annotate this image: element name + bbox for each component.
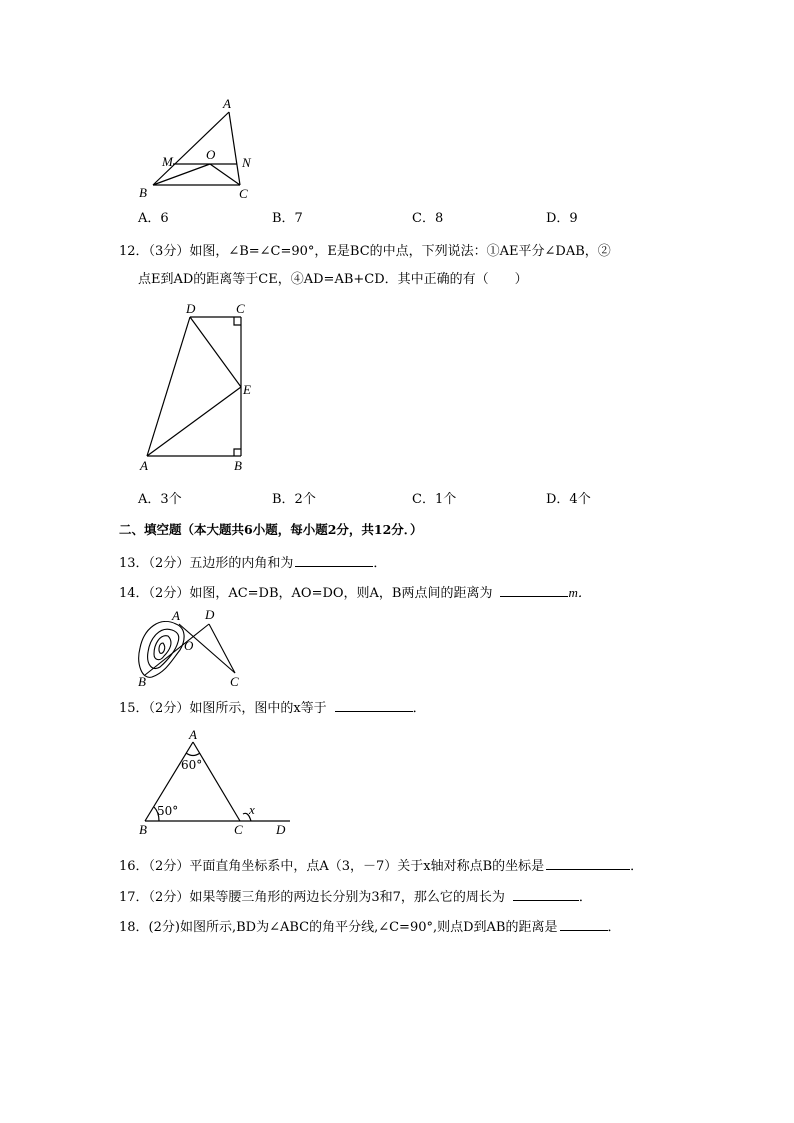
- fig12-label-C: C: [236, 301, 245, 316]
- fig11-label-A: A: [223, 96, 231, 111]
- q14-unit: m．: [568, 585, 591, 600]
- fig12-label-B: B: [234, 458, 242, 473]
- q17-stem: 17．（2分）如果等腰三角形的两边长分别为3和7，那么它的周长为: [119, 890, 505, 905]
- fig15-angle-50: 50°: [157, 804, 179, 818]
- fig15-angle-60: 60°: [181, 758, 203, 772]
- q11-option-b[interactable]: B．7: [272, 211, 303, 226]
- fig14-label-C: C: [230, 674, 239, 689]
- fig15-angle-arc-A: [186, 753, 200, 756]
- fig14-label-O: O: [184, 638, 194, 653]
- fig12-label-A: A: [140, 458, 148, 473]
- q12-option-c[interactable]: C．1个: [412, 492, 457, 507]
- section-heading-fill-in: 二、填空题（本大题共6小题，每小题2分，共12分．）: [119, 522, 423, 537]
- q17-period: ．: [578, 890, 592, 905]
- q17-answer-blank[interactable]: [513, 888, 579, 901]
- fig15-side-AC: [193, 742, 240, 821]
- q16-stem: 16．（2分）平面直角坐标系中，点A（3，－7）关于x轴对称点B的坐标是: [119, 859, 545, 874]
- fig11-label-B: B: [139, 185, 147, 200]
- q12-option-d[interactable]: D．4个: [546, 492, 591, 507]
- fig15-label-x: x: [249, 802, 255, 817]
- fig15-label-B: B: [139, 822, 147, 837]
- q11-option-d[interactable]: D．9: [546, 211, 578, 226]
- q12-stem-line2: 点E到AD的距离等于CE，④AD=AB+CD．其中正确的有（ ）: [138, 272, 528, 287]
- fig14-label-A: A: [172, 608, 180, 623]
- q16-period: ．: [630, 859, 644, 874]
- q18-stem: 18．(2分)如图所示,BD为∠ABC的角平分线,∠C=90°,则点D到AB的距离是: [119, 920, 558, 935]
- q11-option-a[interactable]: A．6: [138, 211, 169, 226]
- q13-stem: 13．（2分）五边形的内角和为: [119, 556, 294, 571]
- q16-line: [119, 855, 643, 874]
- q18-answer-blank[interactable]: [560, 918, 608, 931]
- q12-option-a[interactable]: A．3个: [138, 492, 182, 507]
- fig15-label-D: D: [276, 822, 286, 837]
- fig11-label-M: M: [162, 154, 173, 169]
- fig14-label-B: B: [138, 674, 146, 689]
- q18-line: [119, 916, 621, 935]
- q11-option-c[interactable]: C．8: [412, 211, 444, 226]
- fig12-label-D: D: [186, 301, 196, 316]
- q18-period: ．: [607, 920, 621, 935]
- fig11-label-O: O: [206, 147, 216, 162]
- q14-stem: 14．（2分）如图，AC=DB，AO=DO，则A，B两点间的距离为: [119, 586, 493, 601]
- fig14-label-D: D: [205, 607, 215, 622]
- fig15-label-A: A: [189, 727, 197, 742]
- q13-period: ．: [373, 556, 387, 571]
- q16-answer-blank[interactable]: [546, 857, 630, 870]
- fig15-label-C: C: [234, 822, 243, 837]
- q15-period: ．: [412, 701, 426, 716]
- fig12-label-E: E: [243, 382, 251, 397]
- q12-option-b[interactable]: B．2个: [272, 492, 316, 507]
- q17-line: [119, 886, 592, 905]
- fig11-label-C: C: [239, 186, 248, 201]
- q15-stem: 15．（2分）如图所示，图中的x等于: [119, 701, 327, 716]
- fig11-label-N: N: [242, 155, 251, 170]
- q12-stem-line1: 12．（3分）如图，∠B=∠C=90°，E是BC的中点，下列说法：①AE平分∠DAB，②: [119, 244, 611, 259]
